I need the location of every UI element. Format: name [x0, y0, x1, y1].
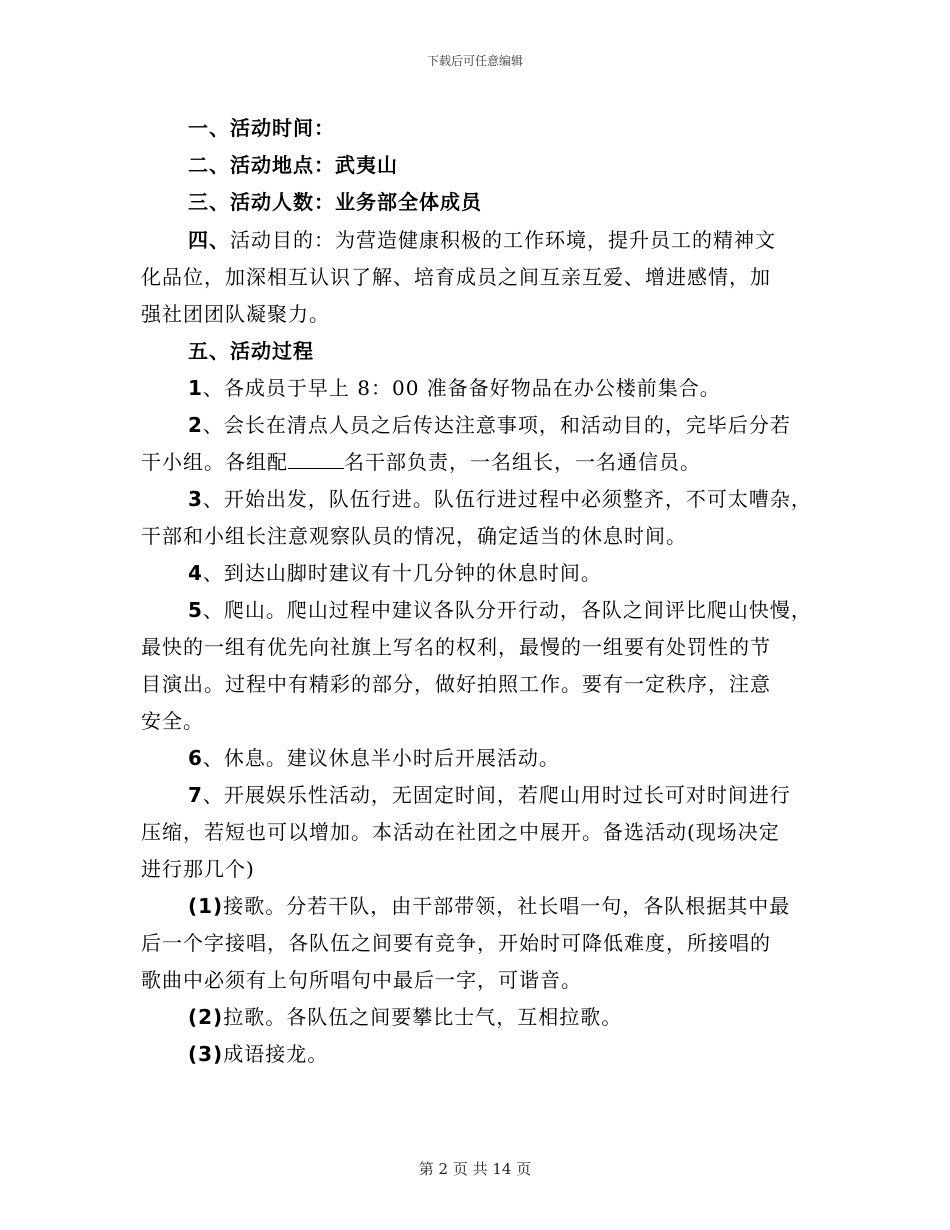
- step-text: 、休息。建议休息半小时后开展活动。: [202, 746, 560, 770]
- step-3: [188, 487, 812, 511]
- step-6: [188, 746, 560, 770]
- step-number: 2: [188, 413, 203, 437]
- purpose-heading-number: 四、: [188, 228, 230, 252]
- step-7-line-2: 压缩，若短也可以增加。本活动在社团之中展开。备选活动(现场决定: [141, 820, 780, 844]
- step-7: [188, 783, 791, 807]
- option-text: 成语接龙。: [223, 1042, 329, 1066]
- step-7-line-3: 进行那几个): [141, 857, 255, 881]
- step-text: 、各成员于早上 8：00 准备备好物品在办公楼前集合。: [202, 376, 721, 400]
- option-text: 拉歌。各队伍之间要攀比士气，互相拉歌。: [223, 1005, 623, 1029]
- step-number: 7: [188, 783, 203, 807]
- step-text: 、开展娱乐性活动，无固定时间，若爬山用时过长可对时间进行: [202, 783, 791, 807]
- step-number: 1: [188, 376, 203, 400]
- step-text: 、开始出发，队伍行进。队伍行进过程中必须整齐，不可太嘈杂，: [202, 487, 812, 511]
- step-number: 4: [188, 561, 203, 585]
- step-text: 、到达山脚时建议有十几分钟的休息时间。: [202, 561, 602, 585]
- option-number: (1): [188, 894, 224, 918]
- option-number: (2): [188, 1005, 224, 1029]
- purpose-text: 活动目的：为营造健康积极的工作环境，提升员工的精神文: [230, 228, 776, 252]
- step-5-line-4: 安全。: [141, 709, 204, 733]
- step-text: 干小组。各组配: [141, 450, 288, 474]
- heading-activity-participants: 三、活动人数：业务部全体成员: [188, 190, 482, 214]
- fill-in-blank: [288, 450, 344, 469]
- activity-option-3: [188, 1042, 328, 1066]
- step-text: 名干部负责，一名组长，一名通信员。: [344, 450, 701, 474]
- page-footer-number: 第 2 页 共 14 页: [418, 1160, 532, 1178]
- activity-option-1-line-3: 歌曲中必须有上句所唱句中最后一字，可谐音。: [141, 968, 582, 992]
- step-5-line-3: 目演出。过程中有精彩的部分，做好拍照工作。要有一定秩序，注意: [141, 672, 771, 696]
- step-text: 、会长在清点人员之后传达注意事项，和活动目的，完毕后分若: [202, 413, 791, 437]
- heading-activity-location: 二、活动地点：武夷山: [188, 153, 398, 177]
- heading-activity-process: 五、活动过程: [188, 339, 314, 363]
- activity-option-1-line-2: 后一个字接唱，各队伍之间要有竞争，开始时可降低难度，所接唱的: [141, 931, 771, 955]
- option-text: 接歌。分若干队，由干部带领，社长唱一句，各队根据其中最: [223, 894, 791, 918]
- step-1: [188, 376, 721, 400]
- step-text: 、爬山。爬山过程中建议各队分开行动，各队之间评比爬山快慢，: [202, 598, 812, 622]
- activity-option-2: [188, 1005, 622, 1029]
- step-3-line-2: 干部和小组长注意观察队员的情况，确定适当的休息时间。: [141, 524, 687, 548]
- paragraph-purpose-line-3: 强社团团队凝聚力。: [141, 302, 330, 326]
- paragraph-purpose-line-2: 化品位，加深相互认识了解、培育成员之间互亲互爱、增进感情，加: [141, 265, 771, 289]
- step-5: [188, 598, 812, 622]
- option-number: (3): [188, 1042, 224, 1066]
- activity-option-1: [188, 894, 790, 918]
- page-header-note: 下载后可任意编辑: [426, 54, 523, 68]
- step-2-line-2: [141, 450, 701, 474]
- step-2: [188, 413, 791, 437]
- step-number: 5: [188, 598, 203, 622]
- step-number: 3: [188, 487, 203, 511]
- paragraph-purpose-line-1: [188, 228, 776, 252]
- step-5-line-2: 最快的一组有优先向社旗上写名的权利，最慢的一组要有处罚性的节: [141, 635, 771, 659]
- step-number: 6: [188, 746, 203, 770]
- step-4: [188, 561, 602, 585]
- heading-activity-time: 一、活动时间：: [188, 116, 335, 140]
